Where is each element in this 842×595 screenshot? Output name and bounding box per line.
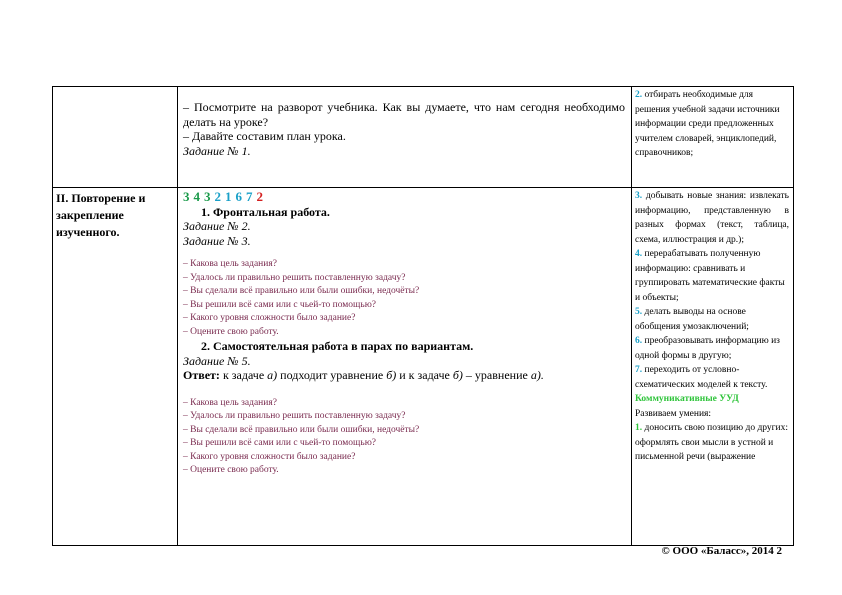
skill-number: 4.	[635, 249, 643, 259]
answer-line	[183, 368, 625, 383]
skill-item-7	[635, 363, 789, 392]
skill-text: переходить от условно-схематических моделей к тексту.	[635, 365, 768, 390]
lesson-table	[52, 86, 794, 546]
stage-title: II. Повторение и закрепление изученного.	[56, 191, 146, 239]
reflection-question: – Какова цель задания?	[183, 397, 277, 408]
row2-right-cell	[635, 189, 789, 465]
skill-item-3	[635, 189, 789, 247]
reflection-question: – Вы решили всё сами или с чьей-то помощью?	[183, 438, 377, 448]
skill-number: 2.	[635, 90, 643, 100]
develop-skills-label: Развиваем умения:	[635, 408, 712, 419]
answer-ref: б)	[452, 368, 463, 382]
seq-digit: 2	[256, 189, 264, 204]
skill-text: делать выводы на основе обобщения умозаключений;	[635, 307, 749, 332]
reflection-question: – Какого уровня сложности было задание?	[183, 451, 356, 462]
seq-digit: 1	[225, 189, 233, 204]
reflection-question: – Вы сделали всё правильно или были ошибки, недочёты?	[183, 286, 420, 296]
seq-digit: 4	[193, 189, 201, 204]
skill-number: 3.	[635, 191, 643, 201]
reflection-question: – Оцените свою работу.	[183, 465, 279, 475]
skill-text: добывать новые знания: извлекать информацию, представленную в разных формах (текст, таблица, схема, иллюстрация и др.);	[635, 191, 789, 245]
table-right-border	[793, 86, 794, 546]
answer-ref: а)	[267, 368, 278, 382]
skill-item-2	[635, 88, 789, 161]
answer-ref: а).	[530, 368, 544, 382]
skill-item-5	[635, 305, 789, 334]
reflection-question: – Какого уровня сложности было задание?	[183, 313, 356, 323]
skill-number: 1.	[635, 423, 643, 433]
seq-digit: 3	[183, 189, 191, 204]
reflection-question: – Вы сделали всё правильно или были ошибки, недочёты?	[183, 424, 420, 435]
task-2: Задание № 2.	[183, 219, 251, 233]
seq-digit: 6	[235, 189, 243, 204]
answer-ref: б)	[386, 368, 397, 382]
answer-text: – уравнение	[462, 368, 531, 382]
seq-digit: 2	[214, 189, 222, 204]
section-frontal-work: 1. Фронтальная работа.	[201, 204, 330, 219]
column-divider-2	[631, 86, 632, 546]
answer-text: к задаче	[219, 368, 268, 382]
task-3: Задание № 3.	[183, 233, 251, 248]
reflection-question: – Вы решили всё сами или с чьей-то помощью?	[183, 299, 377, 310]
answer-text: подходит уравнение	[277, 368, 387, 382]
skill-number: 5.	[635, 307, 643, 317]
column-divider-1	[177, 86, 178, 546]
answer-text: и к задаче	[396, 368, 453, 382]
intro-question: – Посмотрите на разворот учебника. Как вы думаете, что нам сегодня необходимо делать на уроке?	[183, 100, 625, 129]
row2-left-cell	[56, 190, 174, 241]
reflection-question: – Какова цель задания?	[183, 259, 277, 269]
seq-digit: 3	[204, 189, 212, 204]
table-left-border	[52, 86, 53, 546]
row1-middle-cell	[183, 100, 625, 158]
skill-text: преобразовывать информацию из одной формы в другую;	[635, 336, 780, 361]
skill-number: 7.	[635, 365, 643, 375]
skill-number: 6.	[635, 336, 643, 346]
answer-label: Ответ:	[183, 368, 220, 382]
task-1: Задание № 1.	[183, 143, 251, 158]
comm-skill-item-1	[635, 421, 789, 465]
skill-text: доносить свою позицию до других: оформлять свои мысли в устной и письменной речи (выражение	[635, 423, 789, 462]
reflection-question: – Удалось ли правильно решить поставленную задачу?	[183, 272, 406, 283]
skill-text: перерабатывать полученную информацию: сравнивать и группировать математические факты и объекты;	[635, 249, 785, 303]
reflection-question: – Оцените свою работу.	[183, 326, 279, 337]
digit-sequence	[183, 190, 625, 205]
skill-item-6	[635, 334, 789, 363]
seq-digit: 7	[246, 189, 254, 204]
skill-item-4	[635, 247, 789, 305]
row1-right-cell	[635, 88, 789, 161]
row2-middle-cell	[183, 190, 625, 478]
skill-text: отбирать необходимые для решения учебной задачи источники информации среди предложенных учителем словарей, энциклопедий, справочников;	[635, 90, 780, 158]
table-top-border	[52, 86, 794, 87]
copyright-footer: © ООО «Баласс», 2014 2	[661, 545, 782, 557]
section-pair-work: 2. Самостоятельная работа в парах по вариантам.	[201, 339, 474, 353]
reflection-question: – Удалось ли правильно решить поставленную задачу?	[183, 411, 406, 421]
communicative-heading: Коммуникативные УУД	[635, 394, 739, 404]
task-5: Задание № 5.	[183, 353, 251, 368]
plan-instruction: – Давайте составим план урока.	[183, 129, 346, 143]
row-divider	[52, 187, 794, 188]
